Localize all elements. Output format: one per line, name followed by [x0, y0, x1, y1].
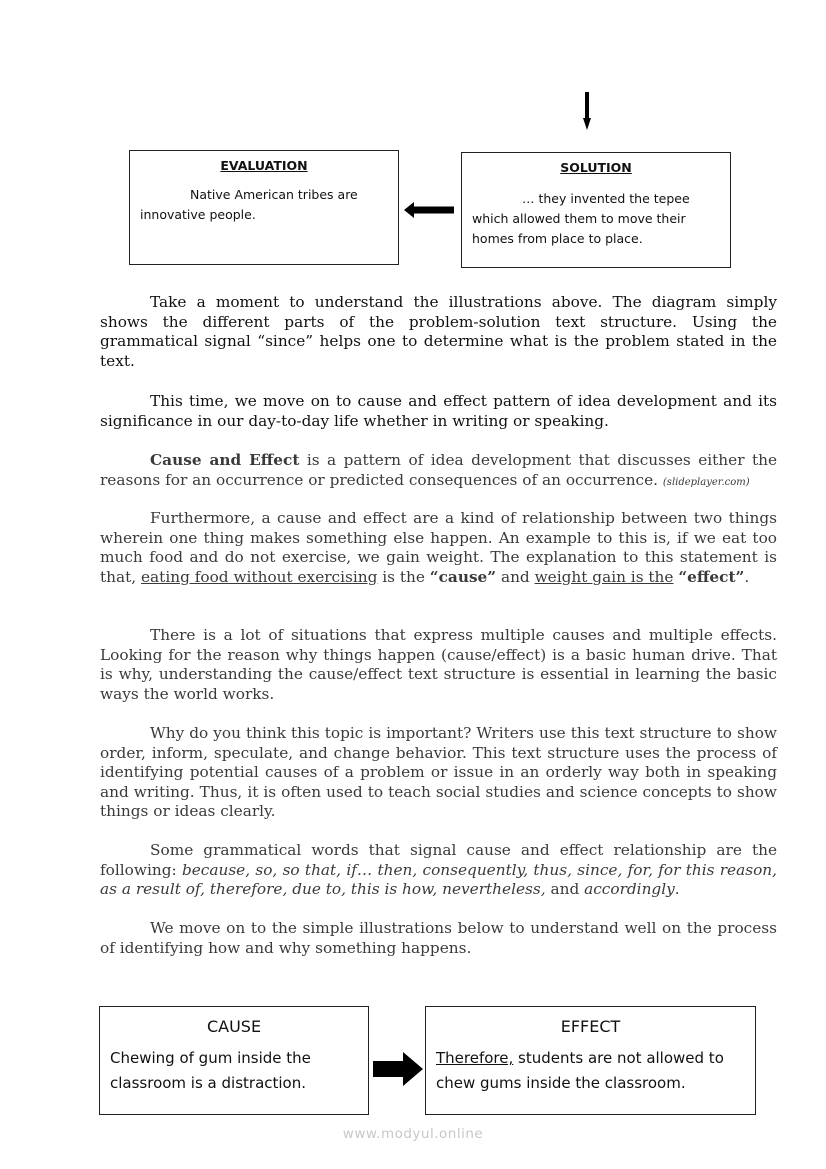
effect-text-body: students are not allowed to chew gums inside the classroom. [436, 1049, 724, 1092]
evaluation-box [129, 150, 399, 265]
paragraph-3 [100, 451, 777, 492]
paragraph-7-text-c: . [674, 880, 680, 899]
bold-effect: “effect” [678, 567, 745, 586]
paragraph-4-text-c: and [496, 567, 535, 586]
signal-word-last: accordingly [584, 880, 675, 899]
paragraph-3-text: is a pattern of idea development that discusses either the reasons for an occurrence or predicted consequences of an occurrence. [100, 451, 778, 489]
cause-box [99, 1006, 369, 1115]
paragraph-7-text-b: and [545, 880, 585, 899]
paragraph-1-text: Take a moment to understand the illustrations above. The diagram simply shows the different parts of the problem-solution text structure. Using the grammatical signal “since” helps one to determine what is the problem stated in the text. [100, 293, 777, 370]
paragraph-4-text-a: Furthermore, a cause and effect are a kind of relationship between two things wherein one thing makes something else happen. An example to this is, if we eat too much food and do not exercise, we gain weight. The explanation to this statement is that, [100, 509, 777, 586]
paragraph-7 [100, 841, 777, 900]
arrow-down-icon [583, 92, 591, 130]
solution-box [461, 152, 731, 268]
paragraph-4-text-e: . [744, 567, 750, 586]
arrow-right-icon [373, 1052, 423, 1086]
paragraph-8 [100, 919, 777, 958]
effect-signal-word: Therefore, [436, 1049, 514, 1067]
paragraph-4-text-b: is the [377, 567, 430, 586]
evaluation-text: Native American tribes are innovative people. [140, 187, 358, 222]
source-citation: (slideplayer.com) [662, 476, 750, 488]
paragraph-2-text: This time, we move on to cause and effect pattern of idea development and its significance in our day-to-day life whether in writing or speaking. [100, 392, 777, 430]
paragraph-8-text: We move on to the simple illustrations below to understand well on the process of identifying how and why something happens. [100, 919, 777, 957]
paragraph-5-text: There is a lot of situations that express multiple causes and multiple effects. Looking for the reason why things happen (cause/effect) is a basic human drive. That is why, understanding the cause/effect text structure is essential in learning the basic ways the world works. [100, 626, 777, 703]
solution-title: SOLUTION [560, 160, 632, 175]
effect-text [426, 1046, 755, 1096]
cause-title: CAUSE [206, 1017, 262, 1036]
paragraph-1 [100, 293, 777, 371]
cause-effect-term: Cause and Effect [150, 451, 300, 469]
effect-box [425, 1006, 756, 1115]
cause-text: Chewing of gum inside the classroom is a distraction. [110, 1049, 311, 1092]
paragraph-6 [100, 724, 777, 822]
paragraph-4 [100, 509, 777, 587]
paragraph-5 [100, 626, 777, 704]
paragraph-2 [100, 392, 777, 431]
underlined-cause: eating food without exercising [141, 567, 378, 586]
bold-cause: “cause” [429, 567, 497, 586]
paragraph-6-text: Why do you think this topic is important? Writers use this text structure to show order, inform, speculate, and change behavior. This text structure uses the process of identifying potential causes of a problem or issue in an orderly way both in speaking and writing. Thus, it is often used to teach social studies and science concepts to show things or ideas clearly. [100, 724, 777, 821]
arrow-left-icon [404, 202, 454, 218]
evaluation-title: EVALUATION [220, 158, 308, 173]
signal-words: because, so, so that, if… then, consequently, thus, since, for, for this reason, as a result of, therefore, due to, this is how, nevertheless, [100, 860, 777, 899]
paragraph-7-text-a: Some grammatical words that signal cause and effect relationship are the following: [100, 841, 777, 879]
effect-title: EFFECT [560, 1017, 621, 1036]
solution-text: … they invented the tepee which allowed them to move their homes from place to place. [472, 191, 690, 246]
watermark: www.modyul.online [342, 1126, 484, 1142]
underlined-effect: weight gain is the [534, 567, 674, 586]
